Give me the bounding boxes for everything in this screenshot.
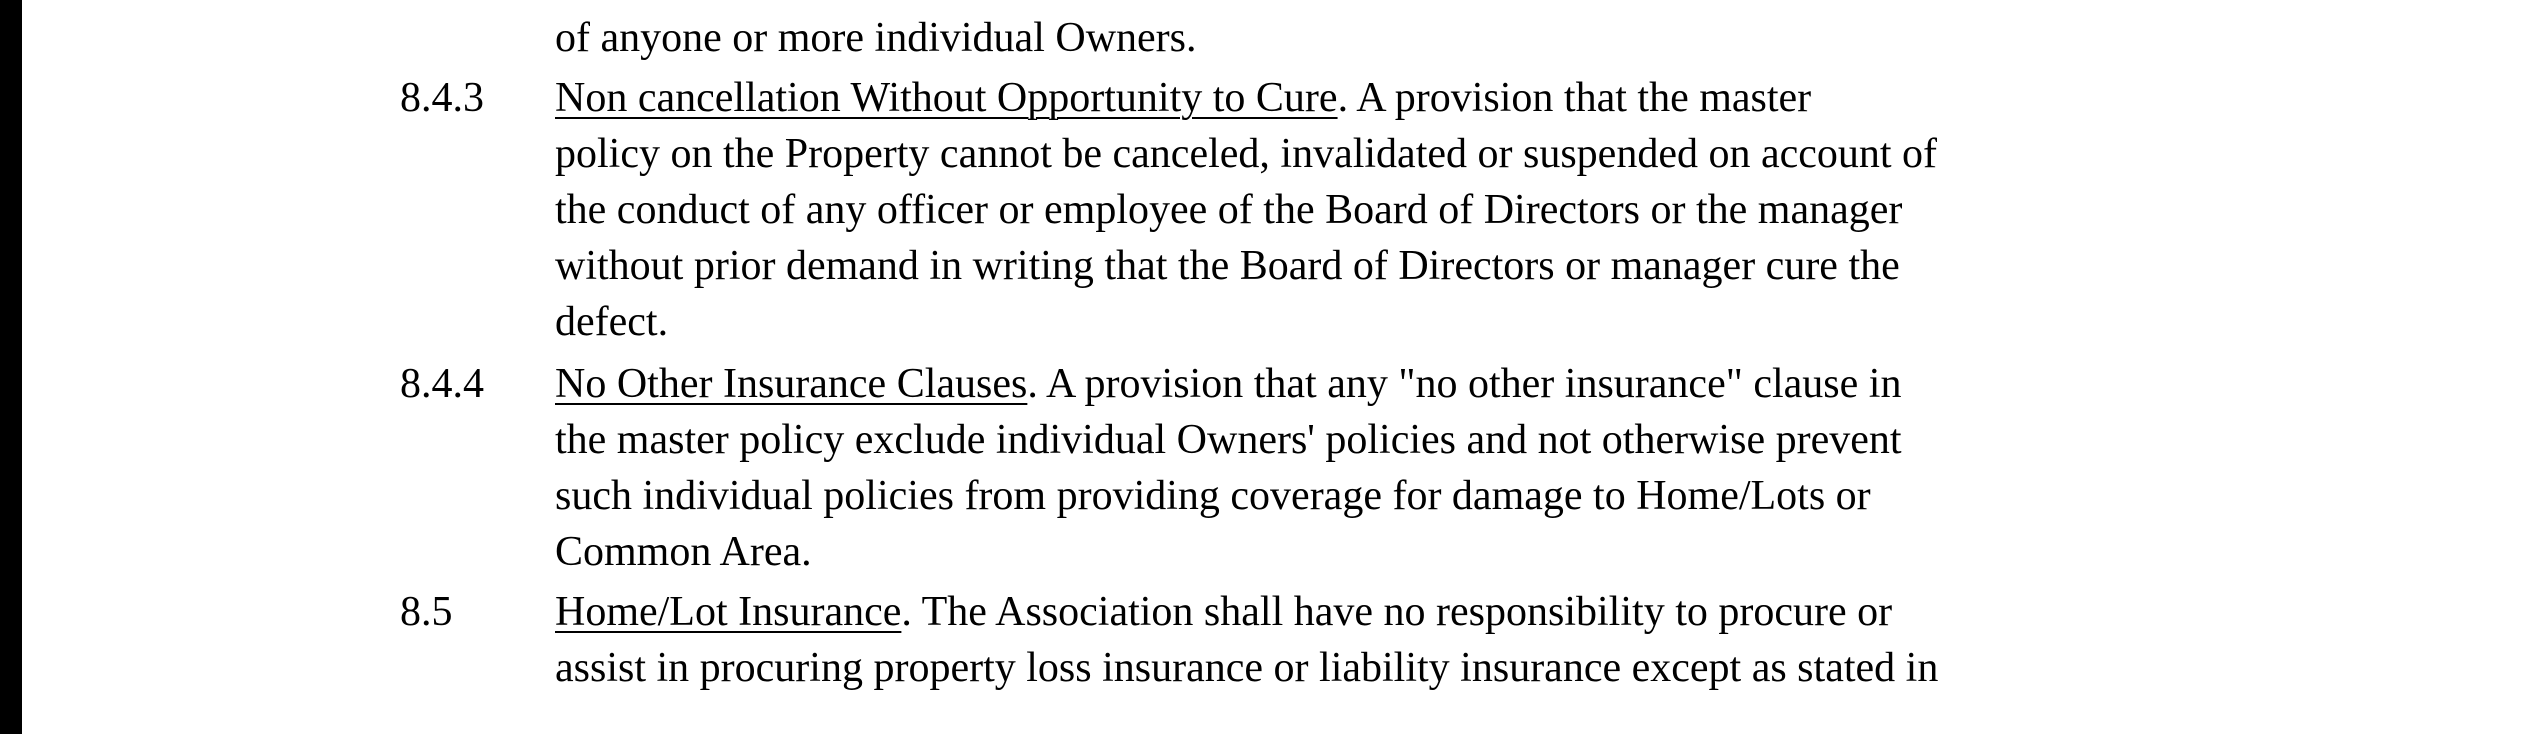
text-line	[400, 412, 2300, 468]
line-rest: . A provision that any "no other insurance" clause in	[1027, 361, 1902, 407]
line-text	[555, 70, 1811, 126]
text-line	[400, 468, 2300, 524]
text-line	[400, 182, 2300, 238]
section-number: 8.5	[400, 589, 453, 635]
line-text: Common Area.	[555, 529, 812, 575]
section-8-4-4	[400, 356, 2300, 412]
text-line	[400, 238, 2300, 294]
line-text	[555, 356, 1901, 412]
line-text	[555, 584, 1892, 640]
section-number: 8.4.3	[400, 75, 484, 121]
text-line	[400, 294, 2300, 350]
section-number: 8.4.4	[400, 361, 484, 407]
section-8-4-3	[400, 70, 2300, 126]
document-page	[400, 0, 2300, 734]
text-line	[400, 640, 2300, 696]
section-heading: Home/Lot Insurance	[555, 589, 902, 635]
section-heading: No Other Insurance Clauses	[555, 361, 1028, 407]
line-text: assist in procuring property loss insurance or liability insurance except as stated in	[555, 645, 1939, 691]
line-text: the conduct of any officer or employee of the Board of Directors or the manager	[555, 187, 1903, 233]
line-rest: . A provision that the master	[1337, 75, 1812, 121]
line-text: policy on the Property cannot be canceled, invalidated or suspended on account of	[555, 131, 1938, 177]
text-line	[400, 524, 2300, 580]
section-8-5	[400, 584, 2300, 640]
line-text: without prior demand in writing that the Board of Directors or manager cure the	[555, 243, 1900, 289]
line-rest: . The Association shall have no responsibility to procure or	[901, 589, 1893, 635]
section-heading: Non cancellation Without Opportunity to Cure	[555, 75, 1338, 121]
line-text: of anyone or more individual Owners.	[555, 15, 1197, 61]
line-text: defect.	[555, 299, 669, 345]
text-line	[400, 126, 2300, 182]
text-line	[400, 10, 2300, 66]
line-text: the master policy exclude individual Owners' policies and not otherwise prevent	[555, 417, 1902, 463]
scan-edge-bar	[0, 0, 22, 734]
line-text: such individual policies from providing coverage for damage to Home/Lots or	[555, 473, 1871, 519]
